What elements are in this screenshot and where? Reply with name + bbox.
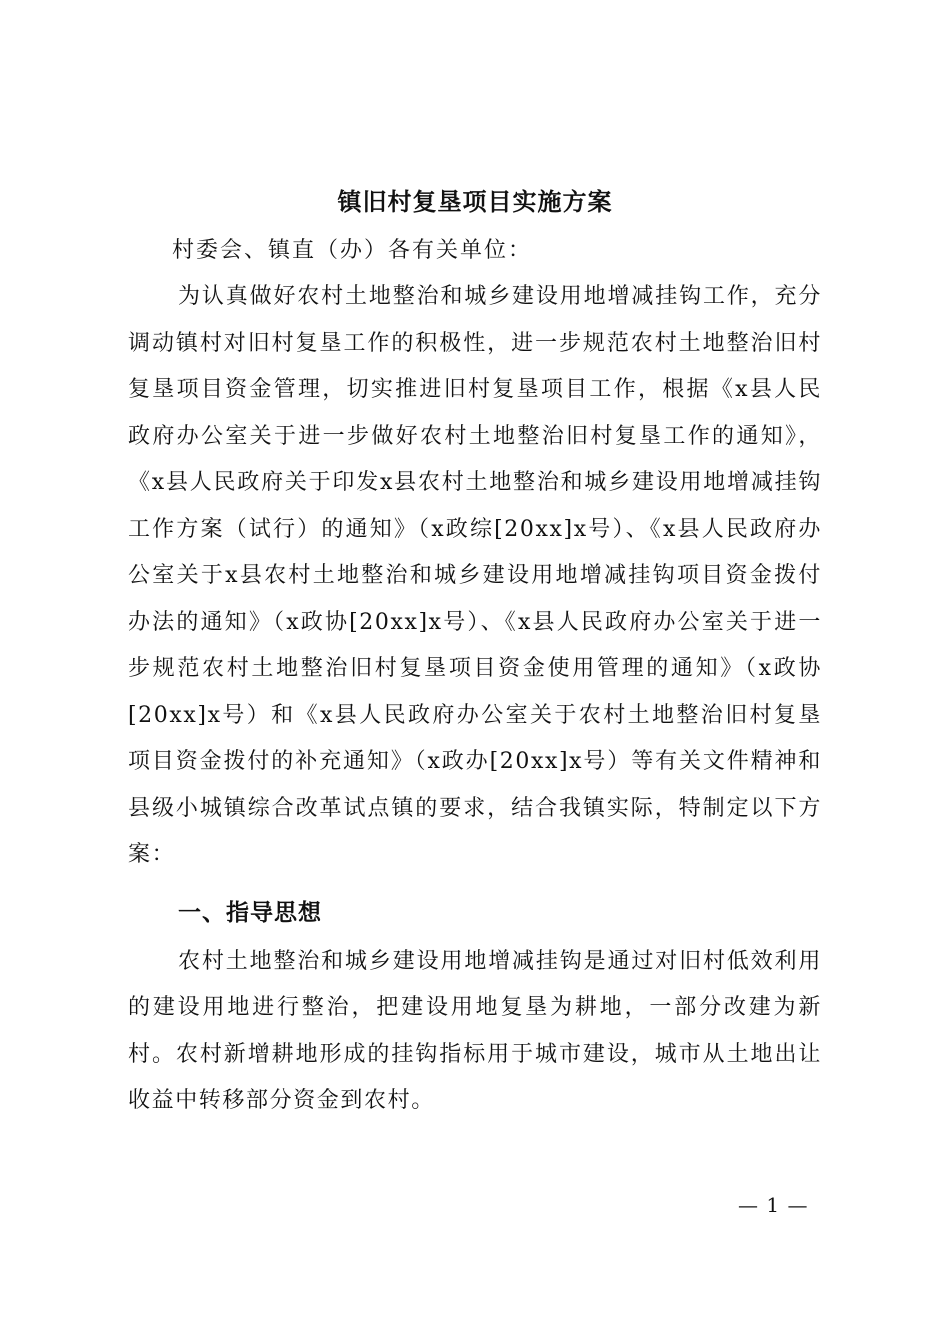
document-body [128, 176, 822, 1125]
document-title: 镇旧村复垦项目实施方案 [337, 187, 613, 216]
intro-paragraph: 为认真做好农村土地整治和城乡建设用地增减挂钩工作，充分调动镇村对旧村复垦工作的积极性，进一步规范农村土地整治旧村复垦项目资金管理，切实推进旧村复垦项目工作，根据《x县人民政府办公室关于进一步做好农村土地整治旧村复垦工作的通知》，《x县人民政府关于印发x县农村土地整治和城乡建设用地增减挂钩工作方案（试行）的通知》（x政综[20xx]x号）、《x县人民政府办公室关于x县农村土地整治和城乡建设用地增减挂钩项目资金拨付办法的通知》（x政协[20xx]x号）、《x县人民政府办公室关于进一步规范农村土地整治旧村复垦项目资金使用管理的通知》（x政协[20xx]x号）和《x县人民政府办公室关于农村土地整治旧村复垦项目资金拨付的补充通知》（x政办[20xx]x号）等有关文件精神和县级小城镇综合改革试点镇的要求，结合我镇实际，特制定以下方案： [128, 284, 822, 867]
page-number: — 1 — [738, 1193, 809, 1217]
section-paragraph: 农村土地整治和城乡建设用地增减挂钩是通过对旧村低效利用的建设用地进行整治，把建设用地复垦为耕地，一部分改建为新村。农村新增耕地形成的挂钩指标用于城市建设，城市从土地出让收益中转移部分资金到农村。 [128, 948, 822, 1113]
salutation: 村委会、镇直（办）各有关单位： [172, 238, 533, 263]
section-heading: 一、指导思想 [178, 899, 322, 926]
